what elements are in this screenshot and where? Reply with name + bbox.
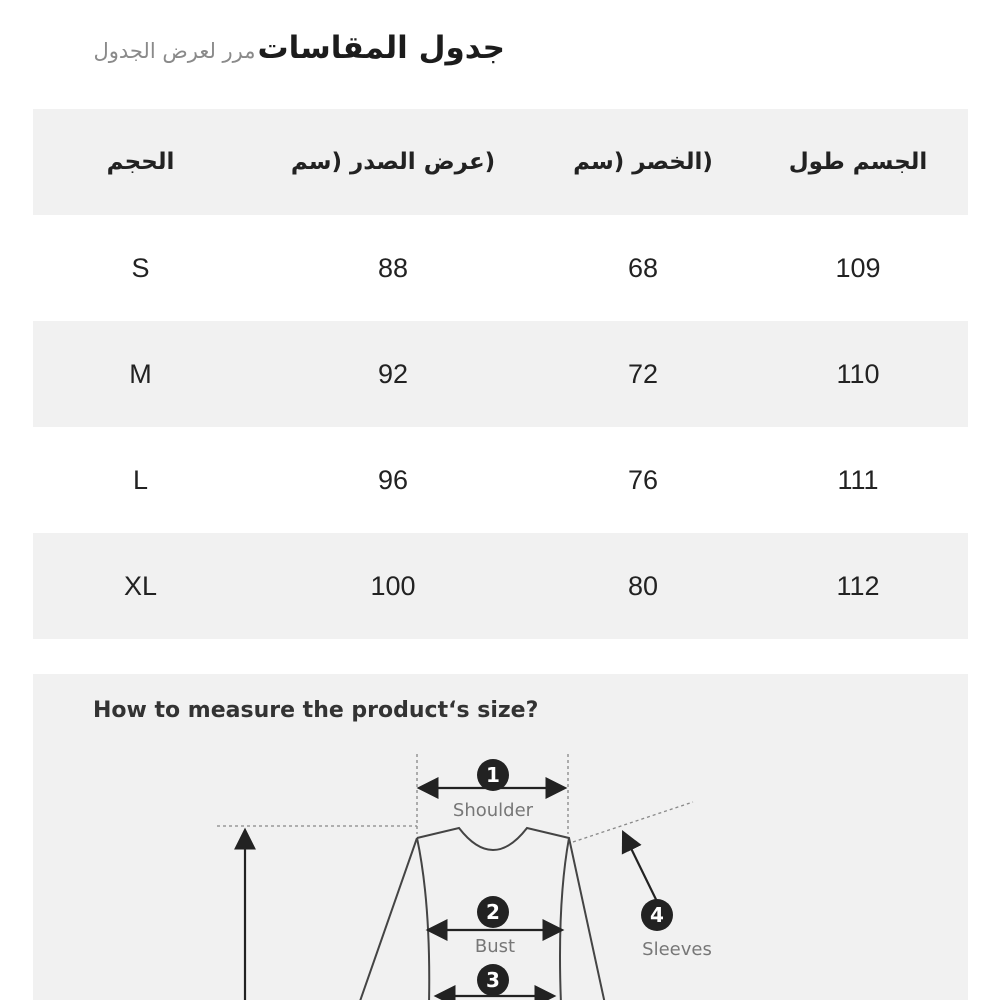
cell-bust: 92 [377,358,409,389]
cell-length: 110 [836,358,880,389]
column-header-size: الحجم [106,149,175,175]
column-header-waist: (الخصر (سم [573,149,713,175]
table-row [33,215,968,321]
cell-bust: 100 [370,570,416,601]
marker-4-number: 4 [650,903,664,927]
table-row [33,427,968,533]
table-row [33,533,968,639]
column-header-length: الجسم طول [788,149,928,175]
cell-size: M [129,358,152,389]
size-chart-header [55,30,505,80]
guide-title: How to measure the product‘s size? [93,698,539,723]
cell-waist: 76 [627,464,659,495]
cell-waist: 68 [627,252,659,283]
measurement-guide [33,674,968,1000]
marker-3 [477,964,509,996]
cell-bust: 96 [377,464,409,495]
marker-2-number: 2 [486,900,500,924]
table-row [33,321,968,427]
cell-size: S [131,252,150,283]
garment-left-sleeve [359,838,417,1000]
cell-waist: 80 [627,570,659,601]
column-header-bust: (عرض الصدر (سم [290,149,496,175]
size-table[interactable] [33,109,968,639]
cell-length: 109 [835,252,881,283]
sleeves-label: Sleeves [642,939,712,960]
cell-size: L [132,464,149,495]
cell-length: 111 [837,464,879,495]
garment-left-body [417,838,429,1000]
marker-2 [475,896,515,957]
marker-4 [641,899,712,960]
cell-waist: 72 [627,358,659,389]
cell-bust: 88 [377,252,409,283]
scroll-hint: مرر لعرض الجدول [93,39,256,63]
table-header-row [33,109,968,215]
garment-diagram [33,674,968,1000]
garment-right-side [417,828,605,1000]
cell-size: XL [123,570,158,601]
bust-label: Bust [474,936,516,957]
marker-1-number: 1 [486,763,500,787]
garment-right-body [560,838,569,1000]
marker-1 [453,759,534,821]
sleeve-guide-top [573,802,693,842]
shoulder-label: Shoulder [452,800,534,821]
marker-3-number: 3 [486,968,500,992]
cell-length: 112 [836,570,880,601]
page-title: جدول المقاسات [257,30,505,66]
